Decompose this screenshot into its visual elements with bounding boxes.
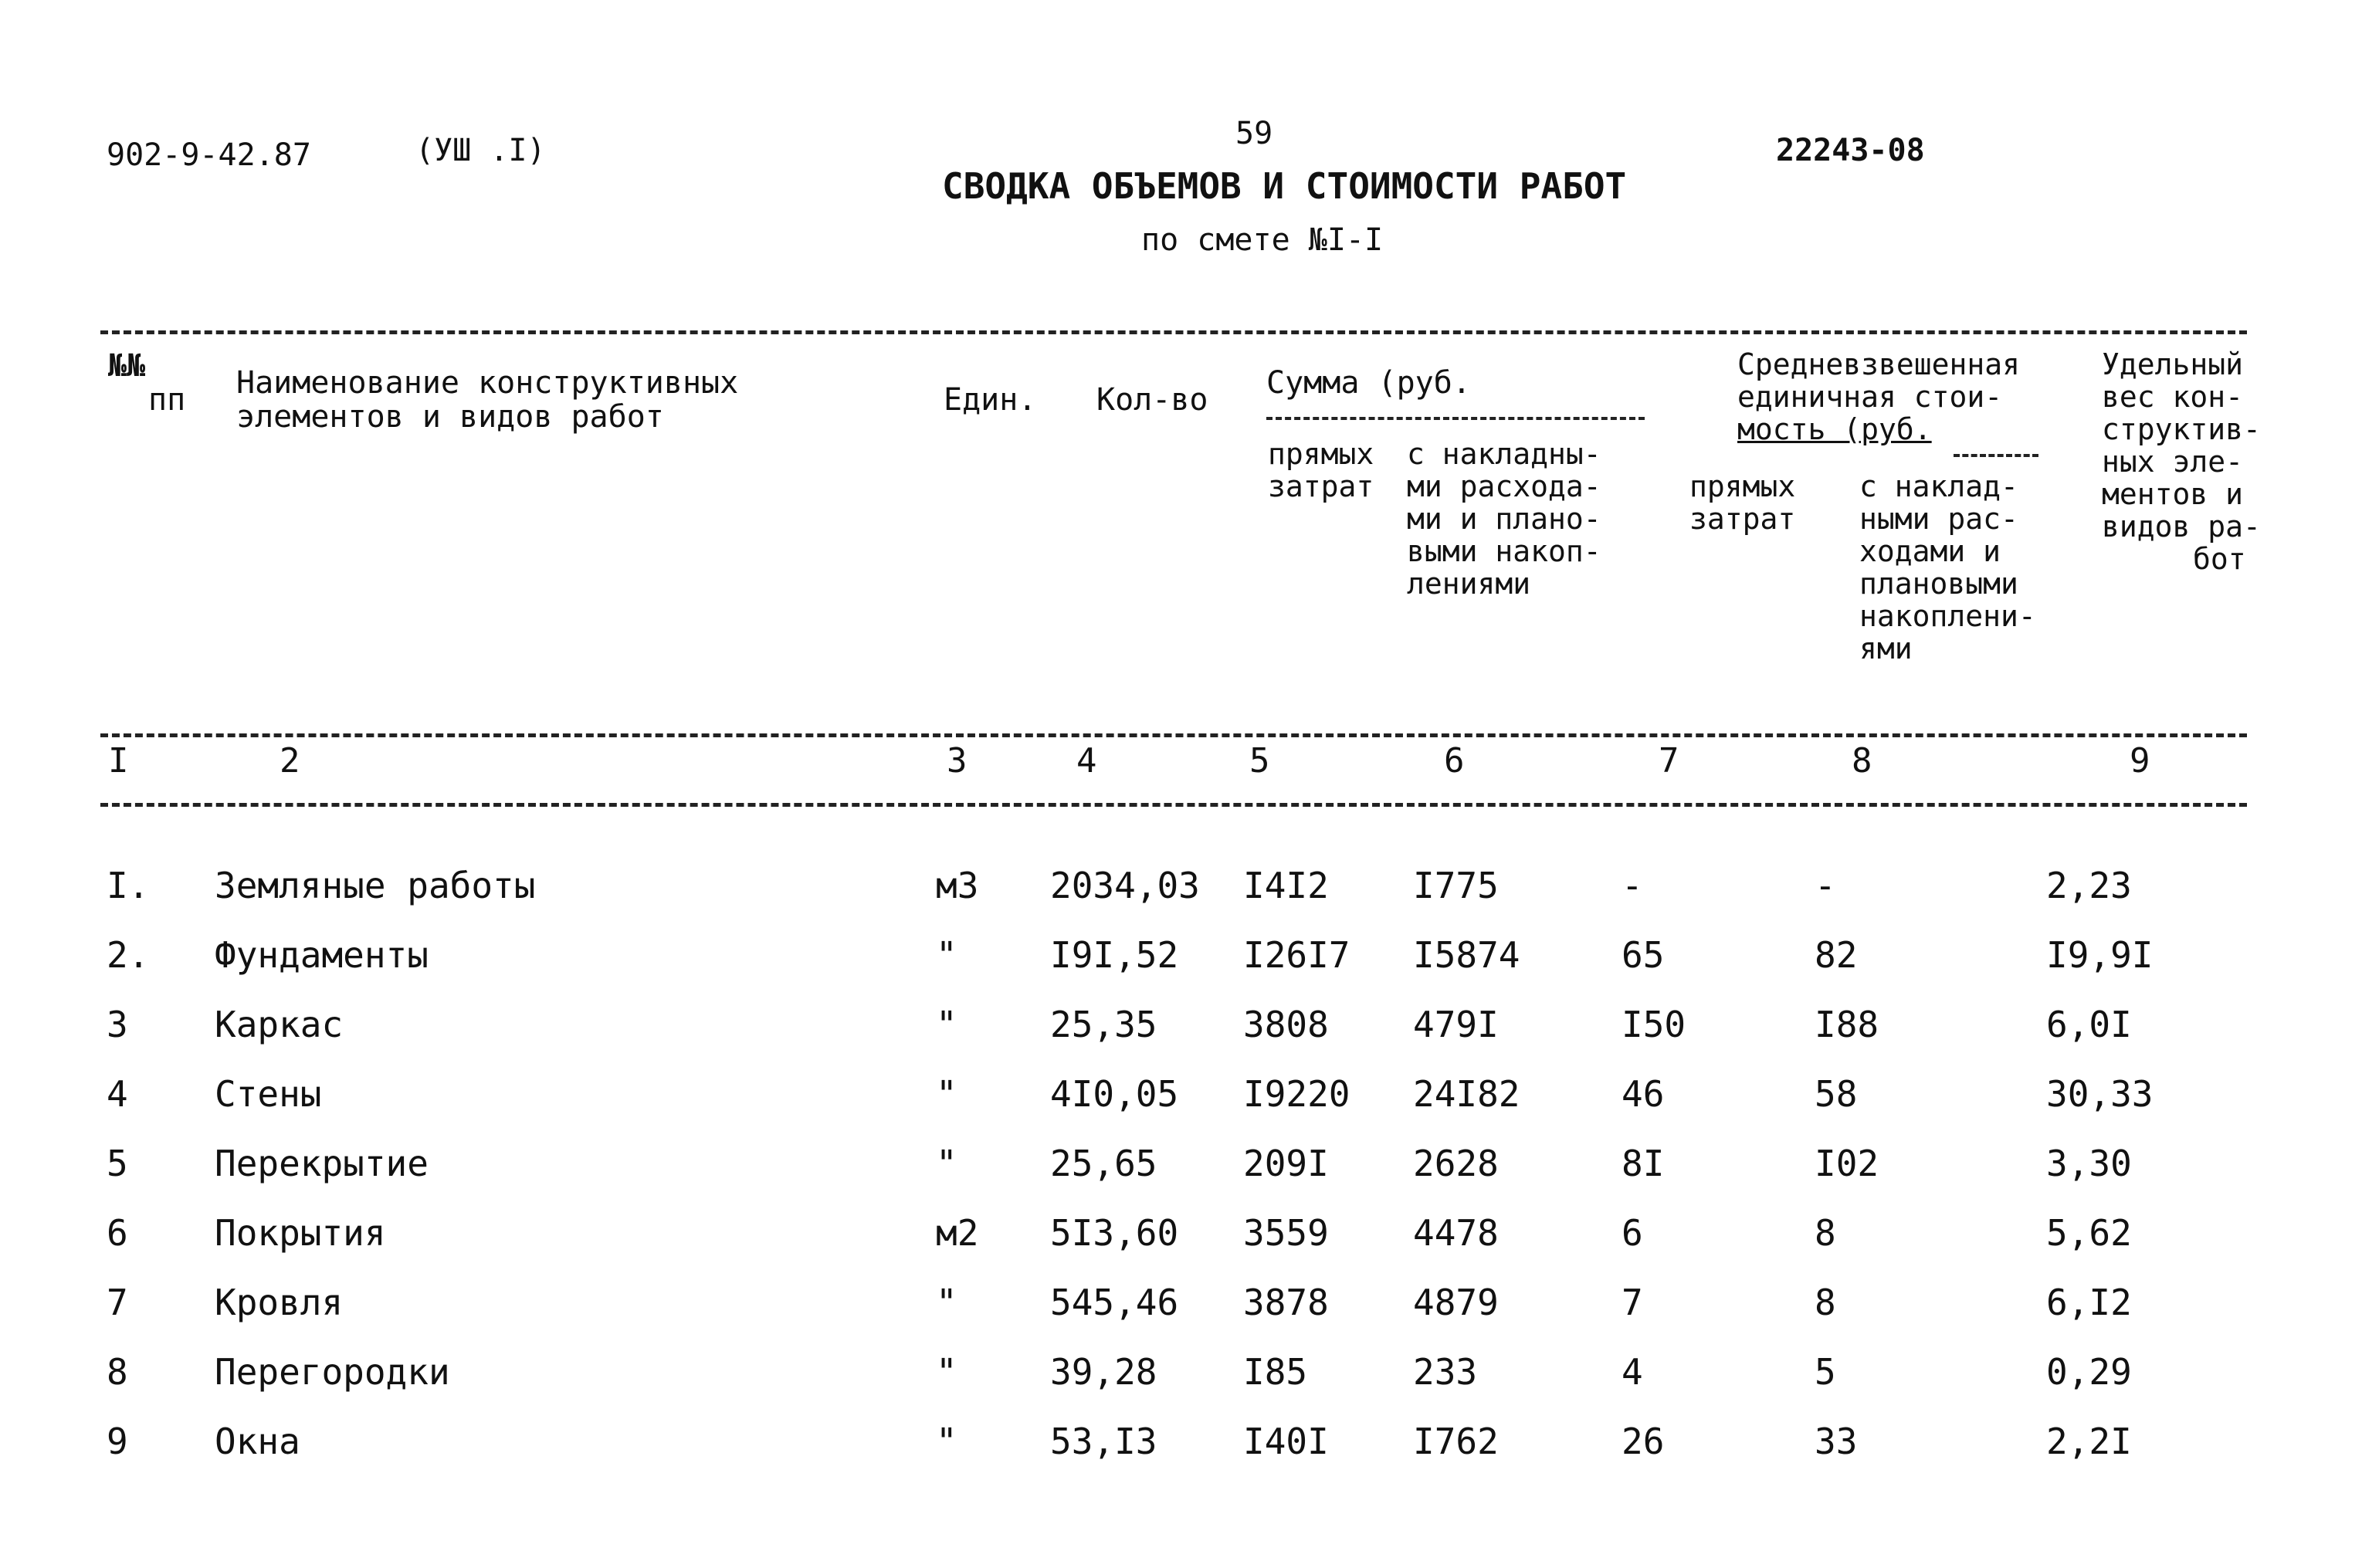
header-overhead-l2: ми расхода-	[1407, 469, 1601, 503]
row-name: Фундаменты	[215, 934, 429, 976]
header-avg-overhead-l4: плановыми	[1859, 567, 2018, 601]
header-name-line2: элементов и видов работ	[236, 399, 664, 435]
header-avg-overhead-l6: ями	[1859, 632, 1913, 665]
sum-group-rule	[1266, 417, 1645, 420]
page-title: СВОДКА ОБЪЕМОВ И СТОИМОСТИ РАБОТ	[942, 165, 1627, 207]
row-avg-overhead: 8	[1815, 1212, 1836, 1254]
row-name: Покрытия	[215, 1212, 386, 1254]
row-number: 6	[107, 1212, 128, 1254]
row-share: 5,62	[2046, 1212, 2132, 1254]
row-overhead-cost: I762	[1413, 1421, 1499, 1462]
row-avg-direct: 46	[1622, 1073, 1665, 1115]
row-direct-cost: I4I2	[1243, 865, 1329, 906]
header-number-symbol: №№	[108, 348, 146, 384]
row-quantity: 39,28	[1050, 1351, 1157, 1393]
header-direct-l1: прямых	[1268, 437, 1374, 471]
column-number: 6	[1444, 741, 1465, 781]
row-quantity: 2034,03	[1050, 865, 1200, 906]
header-avg-overhead-l1: с наклад-	[1859, 469, 2018, 503]
row-overhead-cost: 233	[1413, 1351, 1478, 1393]
header-name-line1: Наименование конструктивных	[236, 365, 739, 401]
row-unit: "	[936, 1073, 957, 1115]
row-quantity: I9I,52	[1050, 934, 1179, 976]
header-avg-overhead-l2: ными рас-	[1859, 502, 2018, 536]
table-top-rule	[100, 330, 2247, 334]
document-number: 22243-08	[1776, 133, 1925, 168]
header-avg-overhead-l5: накоплени-	[1859, 599, 2036, 633]
row-unit: "	[936, 1143, 957, 1184]
row-number: 5	[107, 1143, 128, 1184]
header-share-l3: структив-	[2102, 412, 2261, 446]
row-number: 7	[107, 1282, 128, 1323]
row-avg-overhead: 33	[1815, 1421, 1858, 1462]
table-row	[0, 1004, 2362, 1065]
header-avg-direct-l2: затрат	[1689, 502, 1796, 536]
row-avg-direct: 65	[1622, 934, 1665, 976]
column-number-row	[0, 741, 2362, 803]
row-quantity: 53,I3	[1050, 1421, 1157, 1462]
header-avg-l3: мость (руб.	[1737, 412, 1932, 446]
row-number: 9	[107, 1421, 128, 1462]
column-number: 8	[1852, 741, 1872, 781]
header-sum-group: Сумма (руб.	[1266, 365, 1471, 401]
column-number: 3	[947, 741, 968, 781]
table-row	[0, 1212, 2362, 1274]
row-share: 2,2I	[2046, 1421, 2132, 1462]
header-direct-l2: затрат	[1268, 469, 1374, 503]
row-overhead-cost: 4478	[1413, 1212, 1499, 1254]
row-name: Окна	[215, 1421, 300, 1462]
column-number: 7	[1659, 741, 1679, 781]
header-number-pp: пп	[148, 382, 186, 418]
row-number: 4	[107, 1073, 128, 1115]
table-row	[0, 1143, 2362, 1204]
row-quantity: 545,46	[1050, 1282, 1179, 1323]
row-overhead-cost: 4879	[1413, 1282, 1499, 1323]
row-name: Перегородки	[215, 1351, 450, 1393]
row-avg-overhead: I02	[1815, 1143, 1879, 1184]
column-number: 9	[2130, 741, 2150, 781]
row-quantity: 4I0,05	[1050, 1073, 1179, 1115]
row-direct-cost: 3878	[1243, 1282, 1329, 1323]
row-unit: "	[936, 1351, 957, 1393]
row-overhead-cost: I5874	[1413, 934, 1520, 976]
row-unit: "	[936, 1282, 957, 1323]
row-avg-overhead: 58	[1815, 1073, 1858, 1115]
row-direct-cost: 3808	[1243, 1004, 1329, 1045]
row-overhead-cost: 24I82	[1413, 1073, 1520, 1115]
header-share-l1: Удельный	[2102, 347, 2244, 381]
column-number-rule	[100, 803, 2247, 807]
row-overhead-cost: I775	[1413, 865, 1499, 906]
row-number: I.	[107, 865, 150, 906]
row-name: Кровля	[215, 1282, 344, 1323]
row-avg-overhead: -	[1815, 865, 1836, 906]
header-bottom-rule	[100, 733, 2247, 737]
row-avg-direct: 7	[1622, 1282, 1643, 1323]
row-share: 6,0I	[2046, 1004, 2132, 1045]
row-direct-cost: I9220	[1243, 1073, 1350, 1115]
page-number: 59	[1235, 116, 1273, 151]
row-unit: "	[936, 934, 957, 976]
section-label: (УШ .I)	[415, 133, 546, 168]
row-quantity: 5I3,60	[1050, 1212, 1179, 1254]
header-share-l4: ных эле-	[2102, 445, 2244, 479]
table-row	[0, 865, 2362, 926]
header-share-l7: бот	[2193, 542, 2246, 576]
row-unit: м3	[936, 865, 979, 906]
row-avg-direct: 8I	[1622, 1143, 1665, 1184]
header-avg-l1: Средневзвешенная	[1737, 347, 2021, 381]
row-avg-overhead: 82	[1815, 934, 1858, 976]
row-quantity: 25,35	[1050, 1004, 1157, 1045]
row-share: 2,23	[2046, 865, 2132, 906]
row-overhead-cost: 2628	[1413, 1143, 1499, 1184]
row-quantity: 25,65	[1050, 1143, 1157, 1184]
row-direct-cost: I85	[1243, 1351, 1308, 1393]
header-share-l5: ментов и	[2102, 477, 2244, 511]
column-number: 5	[1249, 741, 1270, 781]
table-row	[0, 934, 2362, 996]
row-share: 6,I2	[2046, 1282, 2132, 1323]
row-overhead-cost: 479I	[1413, 1004, 1499, 1045]
row-avg-direct: I50	[1622, 1004, 1686, 1045]
header-avg-l2: единичная стои-	[1737, 380, 2003, 414]
header-quantity: Кол-во	[1096, 382, 1208, 418]
row-name: Каркас	[215, 1004, 344, 1045]
row-unit: "	[936, 1421, 957, 1462]
row-name: Земляные работы	[215, 865, 536, 906]
row-name: Перекрытие	[215, 1143, 429, 1184]
row-avg-overhead: 8	[1815, 1282, 1836, 1323]
column-number: 4	[1076, 741, 1097, 781]
header-share-l6: видов ра-	[2102, 510, 2261, 544]
column-number: 2	[280, 741, 300, 781]
table-row	[0, 1073, 2362, 1135]
row-avg-direct: -	[1622, 865, 1643, 906]
row-name: Стены	[215, 1073, 322, 1115]
table-row	[0, 1351, 2362, 1413]
table-row	[0, 1421, 2362, 1482]
header-avg-overhead-l3: ходами и	[1859, 534, 2001, 568]
document-code: 902-9-42.87	[107, 137, 311, 173]
header-unit: Един.	[944, 382, 1037, 418]
row-avg-direct: 6	[1622, 1212, 1643, 1254]
row-avg-direct: 26	[1622, 1421, 1665, 1462]
header-share-l2: вес кон-	[2102, 380, 2244, 414]
row-direct-cost: I26I7	[1243, 934, 1350, 976]
table-row	[0, 1282, 2362, 1343]
row-direct-cost: 3559	[1243, 1212, 1329, 1254]
row-number: 2.	[107, 934, 150, 976]
row-share: 30,33	[2046, 1073, 2154, 1115]
row-share: 0,29	[2046, 1351, 2132, 1393]
avg-group-rule	[1954, 454, 2038, 457]
row-avg-overhead: I88	[1815, 1004, 1879, 1045]
header-overhead-l3: ми и плано-	[1407, 502, 1601, 536]
row-number: 8	[107, 1351, 128, 1393]
column-number: I	[108, 741, 129, 781]
row-avg-direct: 4	[1622, 1351, 1643, 1393]
row-direct-cost: I40I	[1243, 1421, 1329, 1462]
header-overhead-l4: выми накоп-	[1407, 534, 1601, 568]
header-overhead-l5: лениями	[1407, 567, 1531, 601]
row-direct-cost: 209I	[1243, 1143, 1329, 1184]
row-share: 3,30	[2046, 1143, 2132, 1184]
row-share: I9,9I	[2046, 934, 2154, 976]
row-unit: м2	[936, 1212, 979, 1254]
row-number: 3	[107, 1004, 128, 1045]
row-unit: "	[936, 1004, 957, 1045]
header-avg-direct-l1: прямых	[1689, 469, 1796, 503]
row-avg-overhead: 5	[1815, 1351, 1836, 1393]
page-subtitle: по смете №I-I	[1141, 222, 1384, 258]
header-overhead-l1: с накладны-	[1407, 437, 1601, 471]
